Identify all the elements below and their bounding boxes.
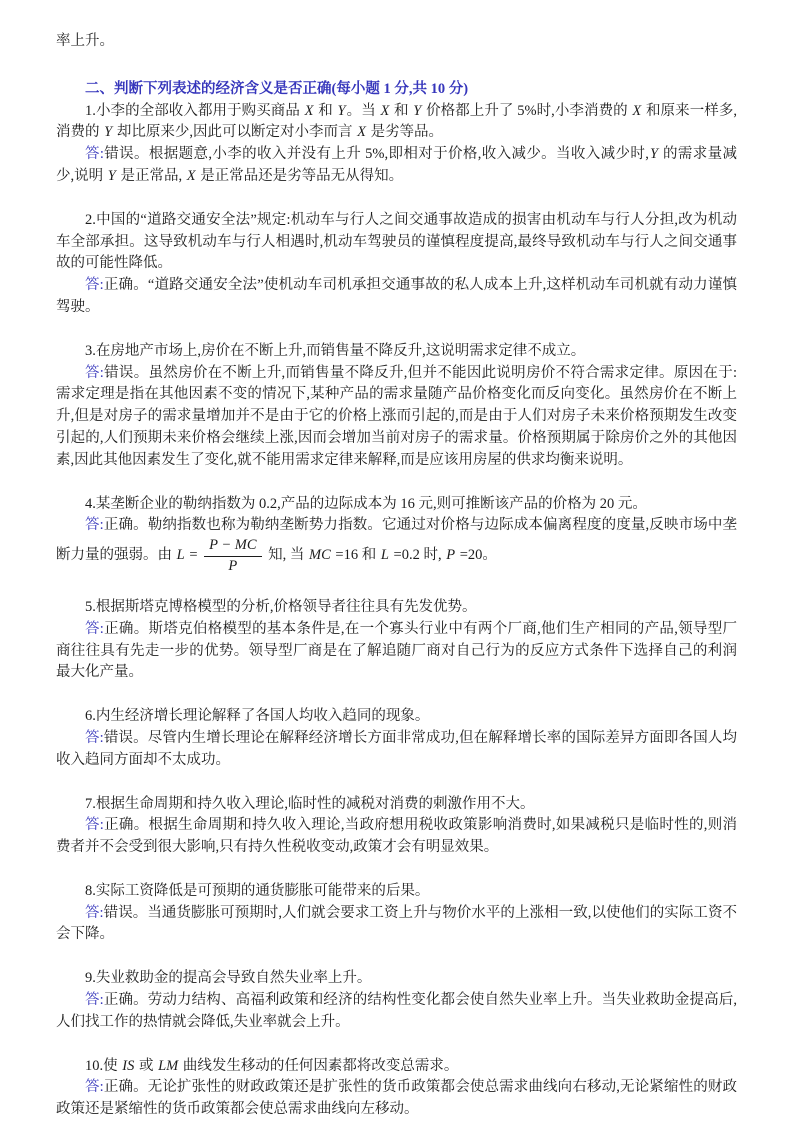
answer-label: 答: (85, 277, 104, 294)
answer-text (56, 815, 737, 859)
text-run: =0.2 时, (389, 547, 446, 564)
answer-label: 答: (85, 146, 104, 163)
math-variable: Y (104, 124, 113, 141)
question-list (56, 101, 737, 1121)
question-text (56, 706, 737, 728)
math-variable: Y (107, 167, 116, 184)
text-run: 和 (390, 102, 413, 119)
question-block-7 (56, 794, 737, 859)
math-variable: Y (337, 102, 346, 119)
math-variable: Y (649, 146, 659, 163)
text-run: 和 (314, 102, 337, 119)
answer-text (56, 619, 737, 684)
text-run: 2.中国的“道路交通安全法”规定:机动车与行人之间交通事故造成的损害由机动车与行人分担,改为机动车全部承担。这导致机动车与行人相遇时,机动车驾驶员的谨慎程度提高,最终导致机动车与行人之间交通事故的可能性降低。 (56, 211, 737, 272)
text-run: 和原来一样多,消费的 (56, 102, 738, 141)
text-run: 6.内生经济增长理论解释了各国人均收入趋同的现象。 (85, 708, 430, 725)
text-run: 是正常品还是劣等品无从得知。 (196, 167, 404, 184)
text-run: =20。 (456, 547, 497, 564)
text-run: 8.实际工资降低是可预期的通货膨胀可能带来的后果。 (85, 882, 430, 899)
answer-text (56, 728, 737, 772)
text-run: 正确。劳动力结构、高福利政策和经济的结构性变化都会使自然失业率上升。当失业救助金提高后,人们找工作的热情就会降低,失业率就会上升。 (56, 992, 737, 1030)
question-text (56, 101, 737, 145)
answer-label: 答: (85, 1079, 104, 1096)
answer-label: 答: (85, 517, 104, 534)
answer-label: 答: (85, 904, 104, 921)
math-variable: L (176, 547, 185, 564)
text-run: 4.某垄断企业的勒纳指数为 0.2,产品的边际成本为 16 元,则可推断该产品的价格为 20 元。 (85, 495, 647, 512)
leading-text: 率上升。 (56, 33, 114, 49)
text-run: 曲线发生移动的任何因素都将改变总需求。 (179, 1057, 459, 1074)
question-text (56, 1056, 737, 1078)
question-text (56, 794, 737, 816)
math-variable: IS (122, 1057, 135, 1074)
question-block-9 (56, 968, 737, 1033)
question-block-8 (56, 881, 737, 946)
math-variable: L (380, 547, 389, 564)
fraction-numerator: P − MC (204, 537, 261, 556)
text-run: 的需求量减少,说明 (56, 146, 738, 184)
text-run: 却比原来少,因此可以断定对小李而言 (113, 124, 357, 141)
fraction-denominator: P (228, 557, 238, 574)
text-run: 错误。尽管内生增长理论在解释经济增长方面非常成功,但在解释增长率的国际差异方面即各国人均收入趋同方面却不太成功。 (56, 729, 737, 768)
math-variable: MC (309, 547, 331, 564)
answer-label: 答: (85, 729, 104, 746)
question-block-5 (56, 597, 737, 684)
question-block-2 (56, 210, 737, 319)
text-run: 或 (135, 1057, 158, 1074)
text-run: =16 和 (331, 547, 380, 564)
text-run: 正确。无论扩张性的财政政策还是扩张性的货币政策都会使总需求曲线向右移动,无论紧缩性的财政政策还是紧缩性的货币政策都会使总需求曲线向左移动。 (56, 1079, 737, 1118)
answer-label: 答: (85, 992, 104, 1009)
text-run: = (185, 547, 202, 564)
text-run: 正确。斯塔克伯格模型的基本条件是,在一个寡头行业中有两个厂商,他们生产相同的产品,领导型厂商往往具有先走一步的优势。领导型厂商是在了解追随厂商对自己行为的反应方式条件下选择自己的利润最大化产量。 (56, 620, 737, 681)
text-run: 错误。当通货膨胀可预期时,人们就会要求工资上升与物价水平的上涨相一致,以使他们的实际工资不会下降。 (56, 904, 737, 943)
answer-label: 答: (85, 364, 104, 381)
math-variable: Y (413, 102, 422, 119)
answer-label: 答: (85, 817, 104, 834)
text-run: 知, 当 (264, 547, 309, 564)
math-variable: X (357, 124, 366, 141)
question-text (56, 881, 737, 903)
lerner-index-fraction (204, 537, 261, 575)
question-block-3 (56, 341, 737, 472)
text-run: 7.根据生命周期和持久收入理论,临时性的减税对消费的刺激作用不大。 (85, 795, 535, 812)
text-run: 。当 (346, 102, 380, 119)
text-run: 价格都上升了 5%时,小李消费的 (422, 102, 632, 119)
answer-text (56, 1077, 737, 1121)
text-run: 3.在房地产市场上,房价在不断上升,而销售量不降反升,这说明需求定律不成立。 (85, 342, 586, 359)
question-block-10 (56, 1056, 737, 1121)
answer-text (56, 903, 737, 947)
text-run: 正确。“道路交通安全法”使机动车司机承担交通事故的私人成本上升,这样机动车司机就有动力谨慎驾驶。 (56, 277, 737, 315)
text-run: 9.失业救助金的提高会导致自然失业率上升。 (85, 970, 372, 987)
question-text (56, 210, 737, 275)
text-run: 正确。根据生命周期和持久收入理论,当政府想用税收政策影响消费时,如果减税只是临时性的,则消费者并不会受到很大影响,只有持久性税收变动,政策才会有明显效果。 (56, 817, 737, 856)
text-run: 错误。根据题意,小李的收入并没有上升 5%,即相对于价格,收入减少。当收入减少时, (103, 146, 649, 163)
answer-text (56, 144, 737, 188)
question-text (56, 968, 737, 990)
text-run: 5.根据斯塔克博格模型的分析,价格领导者往往具有先发优势。 (85, 598, 477, 615)
text-run: 是正常品, (116, 167, 186, 184)
math-variable: LM (158, 1057, 179, 1074)
question-block-1 (56, 101, 737, 188)
text-run: 正确。勒纳指数也称为勒纳垄断势力指数。它通过对价格与边际成本偏离程度的度量,反映市场中垄断力量的强弱。由 (56, 517, 737, 564)
answer-text (56, 275, 737, 319)
question-text (56, 597, 737, 619)
math-variable: P (446, 547, 456, 564)
answer-text (56, 990, 737, 1034)
math-variable: X (186, 167, 196, 184)
question-text (56, 494, 737, 516)
math-variable: X (380, 102, 390, 119)
answer-label: 答: (85, 620, 104, 637)
text-run: 错误。虽然房价在不断上升,而销售量不降反升,但并不能因此说明房价不符合需求定律。原因在于:需求定理是指在其他因素不变的情况下,某种产品的需求量随产品价格变化而反向变化。虽然房价在不断上升,但是对房子的需求量增加并不是由于它的价格上涨而引起的,而是由于人们对房子未来价格预期发生改变引起的,人们预期未来价格会继续上涨,因而会增加当前对房子的需求量。价格预期属于除房价之外的其他因素,因此其他因素发生了变化,就不能用需求定律来解释,而是应该用房屋的供求均衡来说明。 (56, 364, 738, 468)
question-block-6 (56, 706, 737, 771)
text-run: 是劣等品。 (366, 124, 444, 141)
section-heading: 二、判断下列表述的经济含义是否正确(每小题 1 分,共 10 分) (85, 80, 469, 97)
math-variable: X (632, 102, 642, 119)
answer-text (56, 363, 737, 472)
question-block-4 (56, 494, 737, 575)
answer-text (56, 515, 737, 575)
question-text (56, 341, 737, 363)
text-run: 1.小李的全部收入都用于购买商品 (85, 102, 304, 119)
math-variable: X (304, 102, 314, 119)
text-run: 10.使 (85, 1057, 122, 1074)
